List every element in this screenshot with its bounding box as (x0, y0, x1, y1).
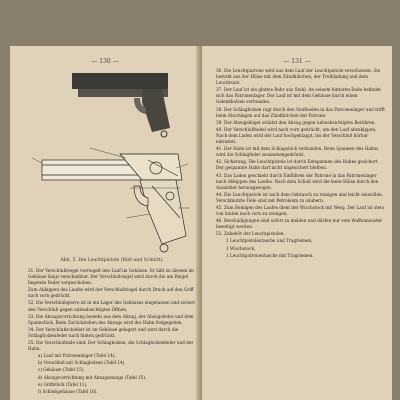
flare-pistol-figure (30, 68, 198, 258)
left-page (10, 46, 201, 400)
paragraph: 36. Die Leuchtpatrone wird aus dem Lauf der Leuchtpistole verschossen. Sie besteht aus der Hülse mit dem Zündhütchen, der Treibladung und dem Leuchtsatz. (216, 68, 381, 86)
pistol-photo (72, 73, 170, 137)
paragraph: 42. Sicherung. Die Leuchtpistole ist durch Entspannen des Hahns gesichert. Der gespannte Hahn darf nicht ungesichert bleiben. (216, 159, 379, 171)
page-number-left: — 130 — (91, 58, 119, 65)
paragraph: 43. Das Laden geschieht durch Einführen der Patrone in das Patronenlager nach Abkippen des Laufes. Nach dem Schuß wird die leere Hülse durch den Auszieher herausgezogen. (216, 172, 379, 190)
paragraph: 32. Die Verschlußsperre ist in ein Lager des Gehäuses eingelassen und sichert den Verschluß gegen unbeabsichtigtes Öffnen. (28, 300, 196, 312)
left-body-text (28, 268, 196, 396)
flare-pistol-illustration (30, 68, 198, 258)
list-item: d) Abzugsvorrichtung mit Abzugsstange (Tafel 15), (38, 374, 147, 380)
right-body-text (216, 68, 386, 260)
list-item: c) Gehäuse (Tafel 15), (38, 367, 85, 373)
list-item: e) Griffstück (Tafel 11), (38, 381, 88, 387)
paragraph: 38. Der Schlagbolzen ragt durch den Stoßboden in das Patronenlager und trifft beim Abschlagen auf das Zündhütchen der Patrone. (216, 106, 385, 118)
list-item: 1 Leuchtpistolentasche und Tragriemen, (226, 238, 313, 244)
paragraph: 40. Der Verschlußhebel wird nach vorn gedrückt, um den Lauf abzukippen. Nach dem Laden wird der Lauf hochgeklappt, bis der Verschluß hörbar einrastet. (216, 126, 377, 145)
paragraph: 46. Beschädigungen sind sofort zu melden und dürfen nur vom Waffenmeister beseitigt werden. (216, 218, 383, 230)
paragraph: 45. Zum Reinigen des Laufes dient der Wischstock mit Werg. Der Lauf ist stets von hinten nach vorn zu reinigen. (216, 204, 385, 217)
list-item: 1 Wischstock, (226, 245, 256, 251)
paragraph: 39. Der Abzugsbügel schützt den Abzug gegen unbeabsichtigtes Berühren. (216, 119, 376, 125)
list-item: a) Lauf mit Patronenlager (Tafel 14), (38, 353, 116, 359)
paragraph: 34. Der Verschlußschieber ist im Gehäuse gelagert und wird durch die Schlagbolzenfeder nach hinten gedrückt. (28, 326, 179, 338)
list-item: f) Schloßgehäuse (Tafel 16). (38, 388, 98, 394)
paragraph: 35. Die Verschlußteile sind: Der Schlagbolzen, die Schlagbolzenfeder und der Hahn. (28, 340, 194, 352)
figure-caption: Abb. 5. Die Leuchtpistole (Bild und Schnitt). (60, 258, 164, 263)
paragraph: 31. Der Verschlußriegel verriegelt den Lauf im Gehäuse. Er läßt zu diesem im Gehäuse längs verschiebbar. Der Verschlußriegel wird durch die am Riegel liegende Feder vorgeschoben. (28, 268, 194, 286)
paragraph: 37. Der Lauf ist ein glattes Rohr aus Stahl. An seinem hinteren Ende befindet sich das Patronenlager. Der Lauf ist mit dem Gehäuse durch einen Gelenkbolzen verbunden. (216, 87, 381, 105)
section-heading: 53. Zubehör der Leuchtpistolen: (216, 231, 285, 237)
paragraph: 41. Der Hahn ist mit dem Schlagstück verbunden. Beim Spannen des Hahns wird die Schlagfeder zusammengedrückt. (216, 146, 379, 158)
pistol-cutaway-drawing (32, 148, 190, 252)
right-page (202, 46, 392, 400)
page-number-right: — 131 — (283, 58, 311, 65)
paragraph: Zum Abkippen des Laufes wird der Verschlußriegel durch Druck auf den Griff nach vorn gedrückt. (28, 287, 194, 299)
list-item: 1 Leuchtpatronentasche mit Tragriemen. (226, 252, 314, 258)
book-spread (10, 46, 392, 400)
paragraph: 44. Die Leuchtpistole ist nach dem Gebrauch zu reinigen und leicht einzuölen. Verschmutzte Teile sind mit Petroleum zu säubern. (216, 191, 383, 203)
paragraph: 33. Die Abzugsvorrichtung besteht aus dem Abzug, der Abzugsfeder und dem Spannstück. Beim Zurückziehen des Abzugs wird der Hahn freigegeben. (28, 313, 194, 325)
list-item: b) Verschluß mit Schlagbolzen (Tafel 14), (38, 360, 126, 366)
